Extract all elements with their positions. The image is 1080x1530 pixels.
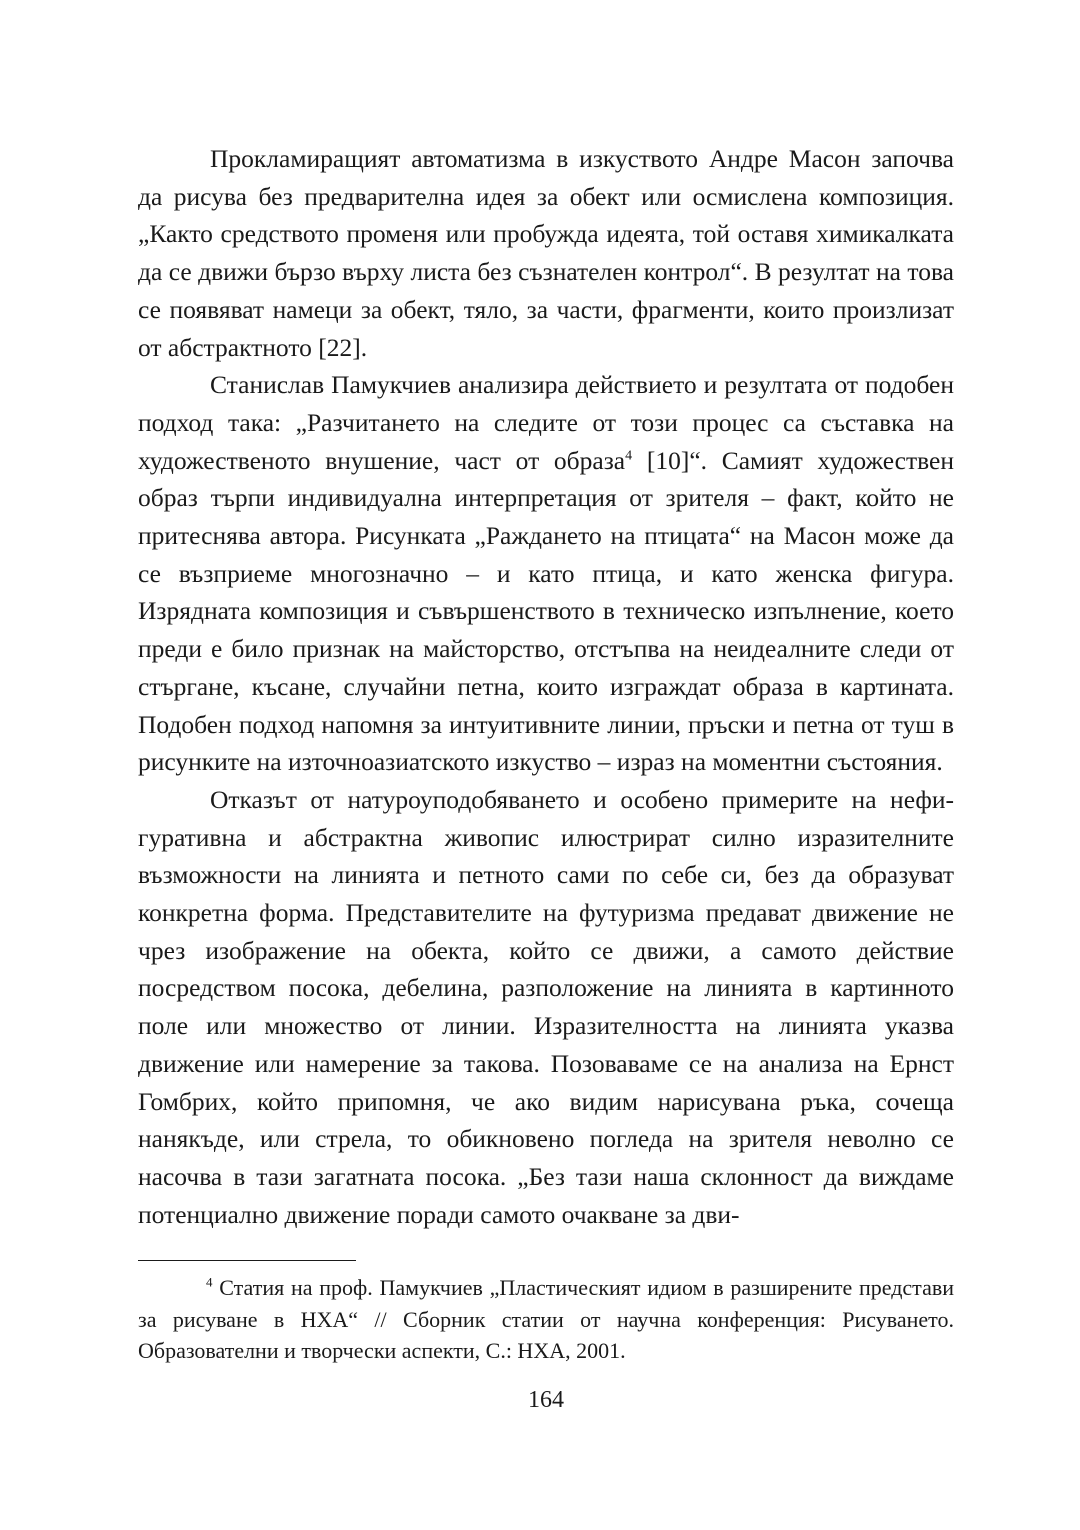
- footnote-separator: [138, 1260, 356, 1261]
- footnote-marker: 4: [206, 1274, 213, 1290]
- paragraph-text: Прокламиращият автоматизма в изкуството Андре Масон започва да рисува без предварителна идея за обект или осмислена композиция. „Както средството променя или пробужда идеята, той оставя химикалката да се движи бързо върху листа без съзнателен контрол“. В резултат на това се появяват намеци за обект, тяло, за части, фрагменти, които произлизат от абстрактното [22].: [138, 144, 954, 362]
- paragraph: [138, 140, 954, 366]
- footnote-reference[interactable]: 4: [625, 448, 633, 464]
- paragraph: [138, 366, 954, 781]
- page-number: 164: [528, 1387, 564, 1413]
- page-body: [138, 140, 954, 1233]
- footnote-text: Статия на проф. Памукчиев „Пластическият идиом в разширените представи за рисуване в НХА“ // Сборник статии от научна конференция: Рисуването. Образователни и творчески аспекти, С.: НХА, 2001.: [138, 1275, 954, 1363]
- paragraph-text: Станислав Памукчиев анализира действието и резултата от подобен подход така: „Разчитането на следите от този процес са съставка на художественото внушение, част от образа: [138, 370, 954, 475]
- paragraph: [138, 781, 954, 1233]
- paragraph-text: Отказът от натуроуподобяването и особено примерите на нефигуративна и абстрактна живопис илюстрират силно изразителните възможности на линията и петното сами по себе си, без да образуват конкретна форма. Представителите на футуризма предават движение не чрез изображение на обекта, който се движи, а самото действие посредством посока, дебелина, разположение на линията в картинното поле или множество от линии. Изразителността на линията указва движение или намерение за такова. Позоваваме се на анализа на Ернст Гомбрих, който припомня, че ако видим нарисувана ръка, сочеща нанякъде, или стрела, то обикновено погледа на зрителя неволно се насочва в тази загатната посока. „Без тази наша склонност да виждаме потенциално движение поради самото очакване за дви-: [138, 784, 954, 1229]
- paragraph-text: [10]“. Самият художествен образ търпи индивидуална интерпретация от зрителя – факт, който не притеснява автора. Рисунката „Раждането на птицата“ на Масон може да се възприеме многозначно – и като птица, и като женска фигура. Изрядната композиция и съвършенството в техническо изпълнение, което преди е било признак на майсторство, отстъпва на неидеалните следи от стъргане, късане, случайни петна, които изграждат образа в картината. Подобен подход напомня за интуитивните линии, пръски и петна от туш в рисунките на източноазиатското изкуство – израз на моментни състояния.: [138, 445, 954, 777]
- footnote: [138, 1272, 954, 1367]
